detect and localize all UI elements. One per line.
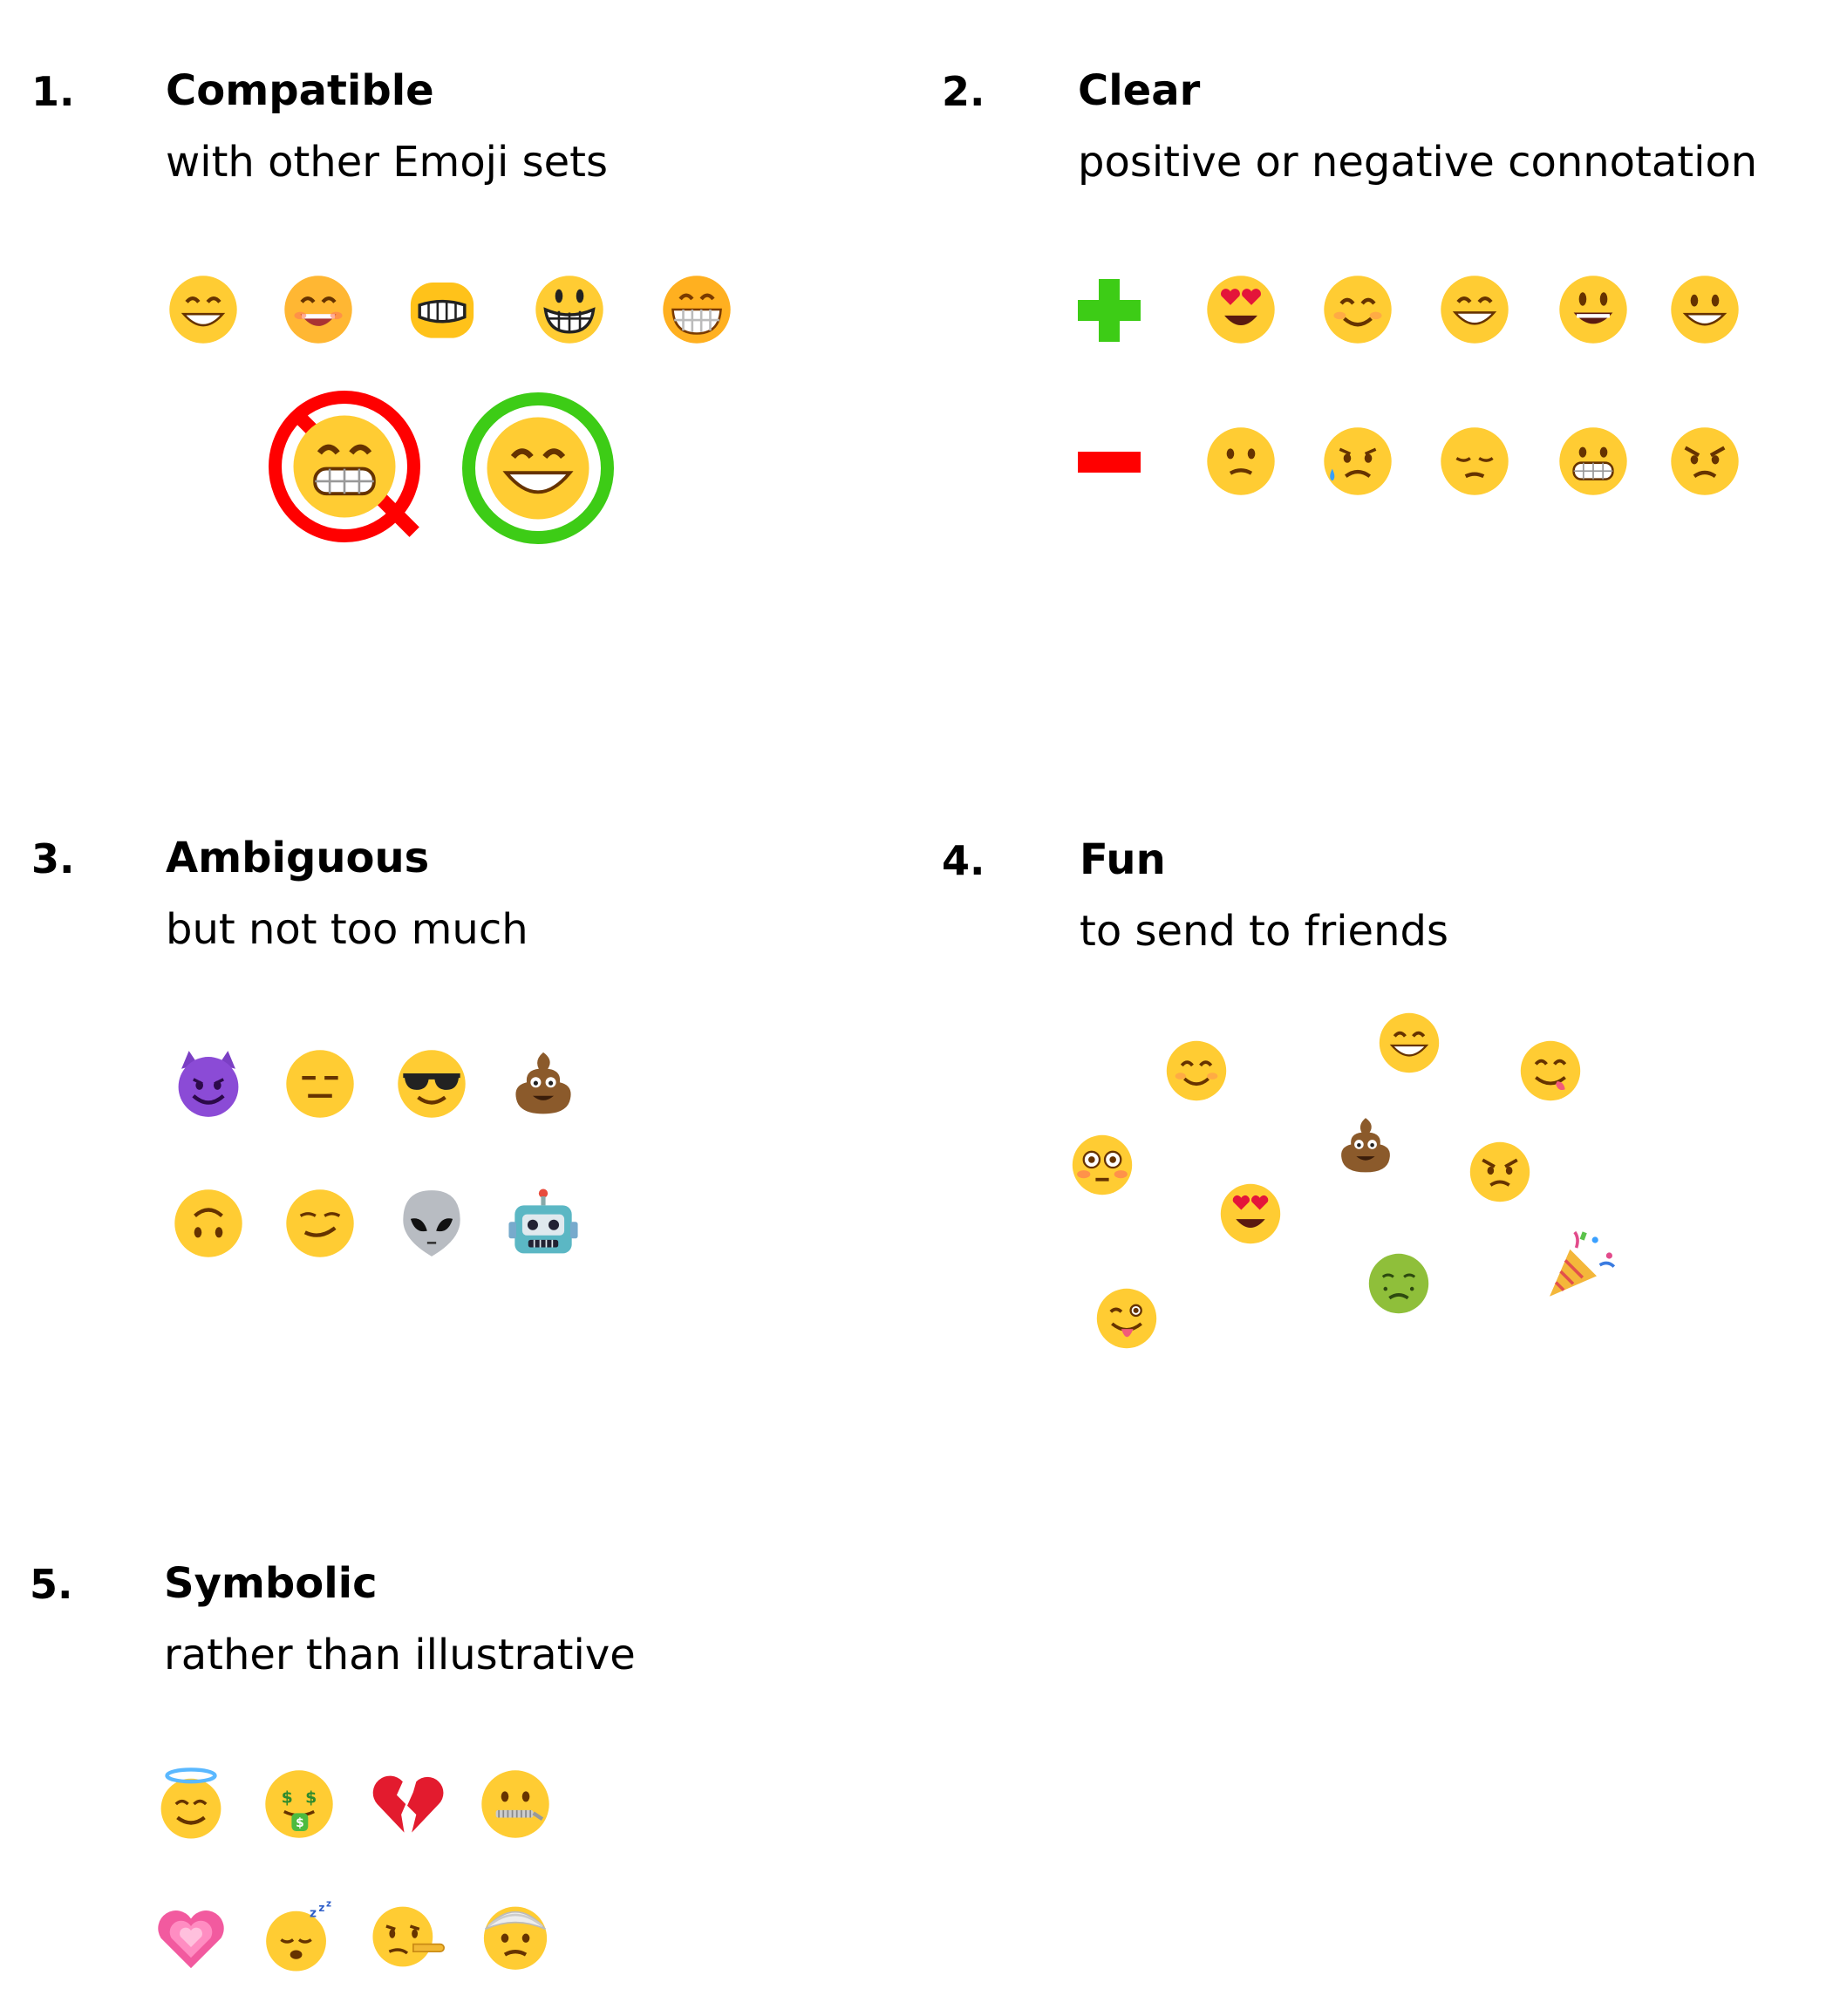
pile-of-poo-icon [506, 1046, 581, 1121]
section-number: 3. [31, 835, 75, 882]
angry-icon [1667, 424, 1742, 499]
grinning-wide-icon [532, 272, 607, 347]
alien-icon [394, 1186, 469, 1261]
grinning-icon [1667, 272, 1742, 347]
pensive-icon [1437, 424, 1512, 499]
sunglasses-icon [394, 1046, 469, 1121]
growing-heart-icon [153, 1899, 228, 1974]
yum-icon [1517, 1038, 1584, 1104]
grimacing-icon [288, 410, 401, 523]
section-number: 2. [942, 68, 985, 115]
party-popper-icon [1542, 1224, 1620, 1303]
section-title: Compatible [166, 66, 434, 115]
section-subtitle: positive or negative connotation [1078, 138, 1758, 187]
winking-tongue-icon [1094, 1285, 1160, 1352]
grimacing-blob-icon [405, 272, 480, 347]
grinning-teeth-icon [659, 272, 734, 347]
section-number: 5. [30, 1561, 73, 1608]
section-title: Symbolic [164, 1559, 378, 1608]
section-title: Clear [1078, 66, 1201, 115]
grinning-open-icon [281, 272, 356, 347]
section-subtitle: but not too much [166, 905, 528, 954]
svg-text:z: z [318, 1901, 325, 1914]
zipper-mouth-icon [478, 1767, 553, 1842]
upside-down-icon [171, 1186, 246, 1261]
svg-text:$: $ [305, 1788, 317, 1808]
broken-heart-icon [370, 1767, 445, 1842]
svg-text:$: $ [281, 1788, 293, 1808]
plus-horizontal [1078, 300, 1141, 321]
svg-text:$: $ [296, 1815, 304, 1830]
grinning-smiling-eyes-icon [1376, 1010, 1442, 1076]
confused-icon [1203, 424, 1278, 499]
pile-of-poo-icon [1332, 1113, 1399, 1179]
grinning-smiling-eyes-icon [481, 412, 595, 525]
smiley-icon [1556, 272, 1631, 347]
nauseated-icon [1366, 1250, 1432, 1317]
smirking-icon [283, 1186, 358, 1261]
heart-eyes-icon [1203, 272, 1278, 347]
svg-text:z: z [310, 1906, 317, 1921]
money-mouth-icon [262, 1767, 337, 1842]
smiling-icon [1320, 272, 1395, 347]
smiling-devil-icon [171, 1046, 246, 1121]
smiling-icon [1163, 1038, 1230, 1104]
minus-icon [1078, 452, 1141, 473]
section-title: Fun [1080, 835, 1166, 884]
sad-sweat-icon [1320, 424, 1395, 499]
robot-icon [506, 1186, 581, 1261]
section-title: Ambiguous [166, 834, 430, 882]
heart-eyes-icon [1217, 1181, 1284, 1247]
flushed-icon [1069, 1132, 1135, 1198]
section-subtitle: to send to friends [1080, 907, 1448, 956]
halo-icon [153, 1767, 228, 1842]
section-number: 1. [31, 68, 75, 115]
grimacing-icon [1556, 424, 1631, 499]
lying-icon [370, 1899, 445, 1974]
section-subtitle: rather than illustrative [164, 1631, 636, 1679]
angry-icon [1467, 1139, 1533, 1205]
sleeping-icon [262, 1899, 337, 1974]
grinning-smiling-eyes-icon [1437, 272, 1512, 347]
section-subtitle: with other Emoji sets [166, 138, 608, 187]
bandage-head-icon [478, 1899, 553, 1974]
svg-text:z: z [325, 1899, 331, 1910]
section-number: 4. [942, 837, 985, 884]
grinning-smiling-eyes-icon [166, 272, 241, 347]
expressionless-icon [283, 1046, 358, 1121]
